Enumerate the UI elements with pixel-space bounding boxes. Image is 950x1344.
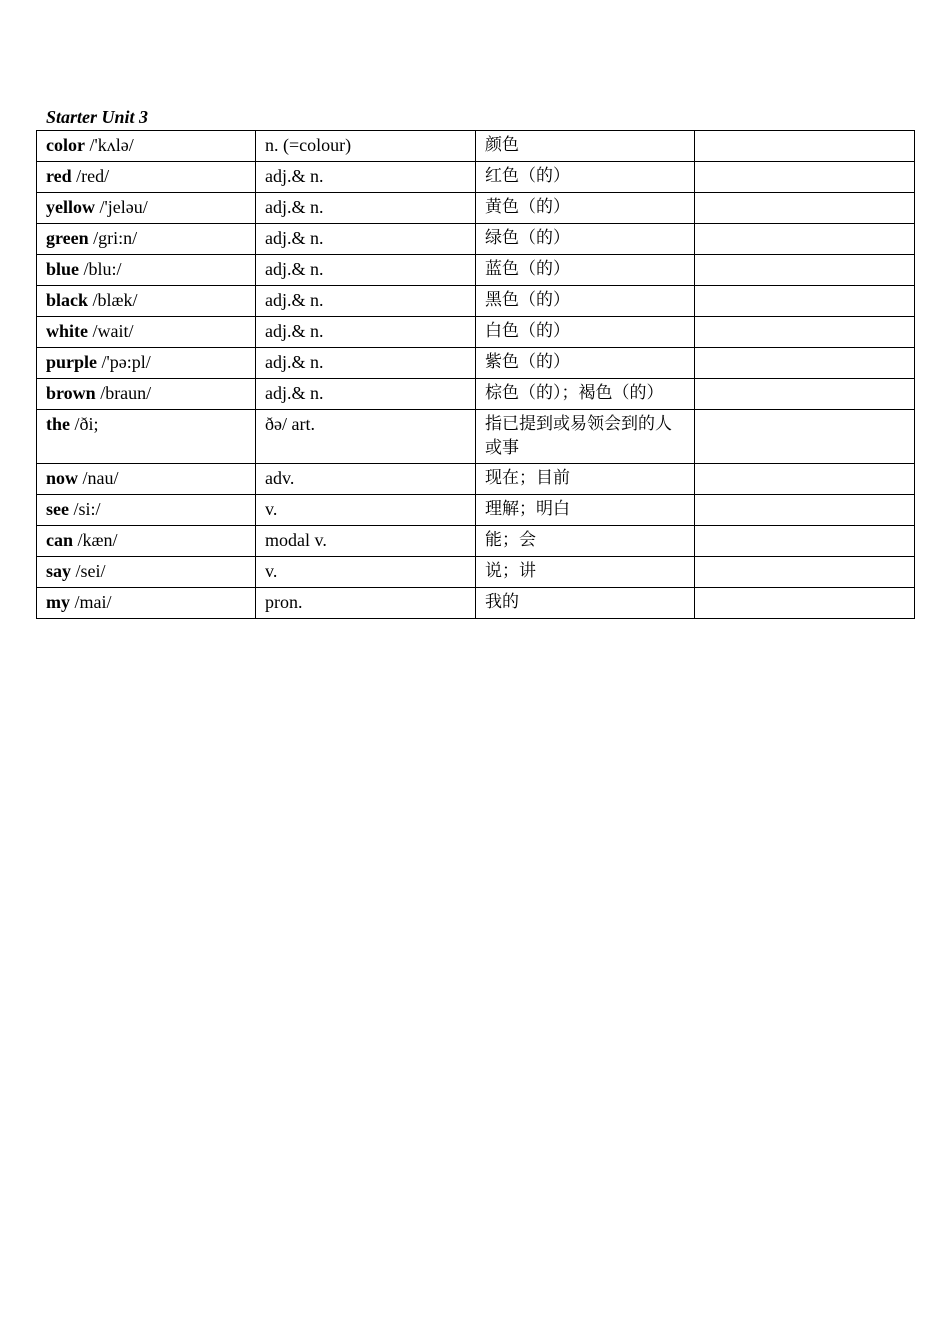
- meaning-cell: 说；讲: [476, 557, 695, 588]
- table-row: [37, 495, 915, 526]
- word: can: [46, 530, 73, 550]
- meaning-cell: 指已提到或易领会到的人或事: [476, 410, 695, 464]
- note-cell: [695, 464, 915, 495]
- table-row: [37, 379, 915, 410]
- word-cell: [37, 557, 256, 588]
- part-of-speech-cell: adv.: [256, 464, 476, 495]
- phonetic: /kæn/: [73, 530, 118, 550]
- part-of-speech-cell: v.: [256, 495, 476, 526]
- phonetic: /red/: [71, 166, 110, 186]
- part-of-speech-cell: adj.& n.: [256, 224, 476, 255]
- note-cell: [695, 348, 915, 379]
- table-row: [37, 588, 915, 619]
- word-cell: [37, 588, 256, 619]
- word: red: [46, 166, 72, 186]
- note-cell: [695, 224, 915, 255]
- phonetic: /wait/: [88, 321, 134, 341]
- table-row: [37, 286, 915, 317]
- table-row: [37, 410, 915, 464]
- note-cell: [695, 286, 915, 317]
- word: black: [46, 290, 89, 310]
- word-cell: [37, 495, 256, 526]
- table-row: [37, 131, 915, 162]
- meaning-cell: 棕色（的）；褐色（的）: [476, 379, 695, 410]
- part-of-speech-cell: ðə/ art.: [256, 410, 476, 464]
- word-cell: [37, 131, 256, 162]
- word-cell: [37, 379, 256, 410]
- word-cell: [37, 410, 256, 464]
- phonetic: /braun/: [95, 383, 152, 403]
- meaning-cell: 能；会: [476, 526, 695, 557]
- meaning-cell: 绿色（的）: [476, 224, 695, 255]
- page-title: Starter Unit 3: [46, 107, 149, 127]
- word: see: [46, 499, 69, 519]
- word-cell: [37, 193, 256, 224]
- phonetic: /'kʌlə/: [84, 135, 134, 155]
- phonetic: /nau/: [78, 468, 119, 488]
- part-of-speech-cell: adj.& n.: [256, 286, 476, 317]
- note-cell: [695, 495, 915, 526]
- part-of-speech-cell: adj.& n.: [256, 379, 476, 410]
- phonetic: /blæk/: [88, 290, 138, 310]
- word-cell: [37, 464, 256, 495]
- part-of-speech-cell: adj.& n.: [256, 255, 476, 286]
- word-cell: [37, 317, 256, 348]
- meaning-cell: 红色（的）: [476, 162, 695, 193]
- table-row: [37, 193, 915, 224]
- phonetic: /'jeləu/: [95, 197, 148, 217]
- part-of-speech-cell: v.: [256, 557, 476, 588]
- table-row: [37, 255, 915, 286]
- phonetic: /ði;: [70, 414, 99, 434]
- part-of-speech-cell: n. (=colour): [256, 131, 476, 162]
- meaning-cell: 蓝色（的）: [476, 255, 695, 286]
- word: brown: [46, 383, 96, 403]
- note-cell: [695, 557, 915, 588]
- part-of-speech-cell: modal v.: [256, 526, 476, 557]
- note-cell: [695, 193, 915, 224]
- word: my: [46, 592, 70, 612]
- phonetic: /si:/: [68, 499, 101, 519]
- word: yellow: [46, 197, 95, 217]
- part-of-speech-cell: adj.& n.: [256, 317, 476, 348]
- part-of-speech-cell: adj.& n.: [256, 162, 476, 193]
- word: say: [46, 561, 72, 581]
- vocabulary-table: [36, 130, 915, 619]
- word-cell: [37, 348, 256, 379]
- word-cell: [37, 526, 256, 557]
- word: the: [46, 414, 70, 434]
- meaning-cell: 现在；目前: [476, 464, 695, 495]
- phonetic: /sei/: [71, 561, 106, 581]
- word: purple: [46, 352, 98, 372]
- part-of-speech-cell: adj.& n.: [256, 348, 476, 379]
- word: blue: [46, 259, 80, 279]
- table-row: [37, 317, 915, 348]
- phonetic: /'pə:pl/: [97, 352, 151, 372]
- table-row: [37, 557, 915, 588]
- meaning-cell: 我的: [476, 588, 695, 619]
- meaning-cell: 理解；明白: [476, 495, 695, 526]
- phonetic: /mai/: [70, 592, 112, 612]
- word: color: [46, 135, 85, 155]
- note-cell: [695, 588, 915, 619]
- phonetic: /gri:n/: [88, 228, 138, 248]
- note-cell: [695, 526, 915, 557]
- table-row: [37, 348, 915, 379]
- word-cell: [37, 286, 256, 317]
- table-row: [37, 464, 915, 495]
- word: white: [46, 321, 88, 341]
- meaning-cell: 白色（的）: [476, 317, 695, 348]
- part-of-speech-cell: pron.: [256, 588, 476, 619]
- meaning-cell: 黑色（的）: [476, 286, 695, 317]
- table-row: [37, 162, 915, 193]
- word-cell: [37, 162, 256, 193]
- note-cell: [695, 317, 915, 348]
- word-cell: [37, 224, 256, 255]
- meaning-cell: 紫色（的）: [476, 348, 695, 379]
- word: now: [46, 468, 79, 488]
- word: green: [46, 228, 89, 248]
- note-cell: [695, 162, 915, 193]
- note-cell: [695, 379, 915, 410]
- meaning-cell: 黄色（的）: [476, 193, 695, 224]
- word-cell: [37, 255, 256, 286]
- phonetic: /blu:/: [79, 259, 122, 279]
- note-cell: [695, 255, 915, 286]
- vocabulary-table-body: [37, 131, 915, 619]
- meaning-cell: 颜色: [476, 131, 695, 162]
- table-row: [37, 224, 915, 255]
- note-cell: [695, 131, 915, 162]
- note-cell: [695, 410, 915, 464]
- part-of-speech-cell: adj.& n.: [256, 193, 476, 224]
- table-row: [37, 526, 915, 557]
